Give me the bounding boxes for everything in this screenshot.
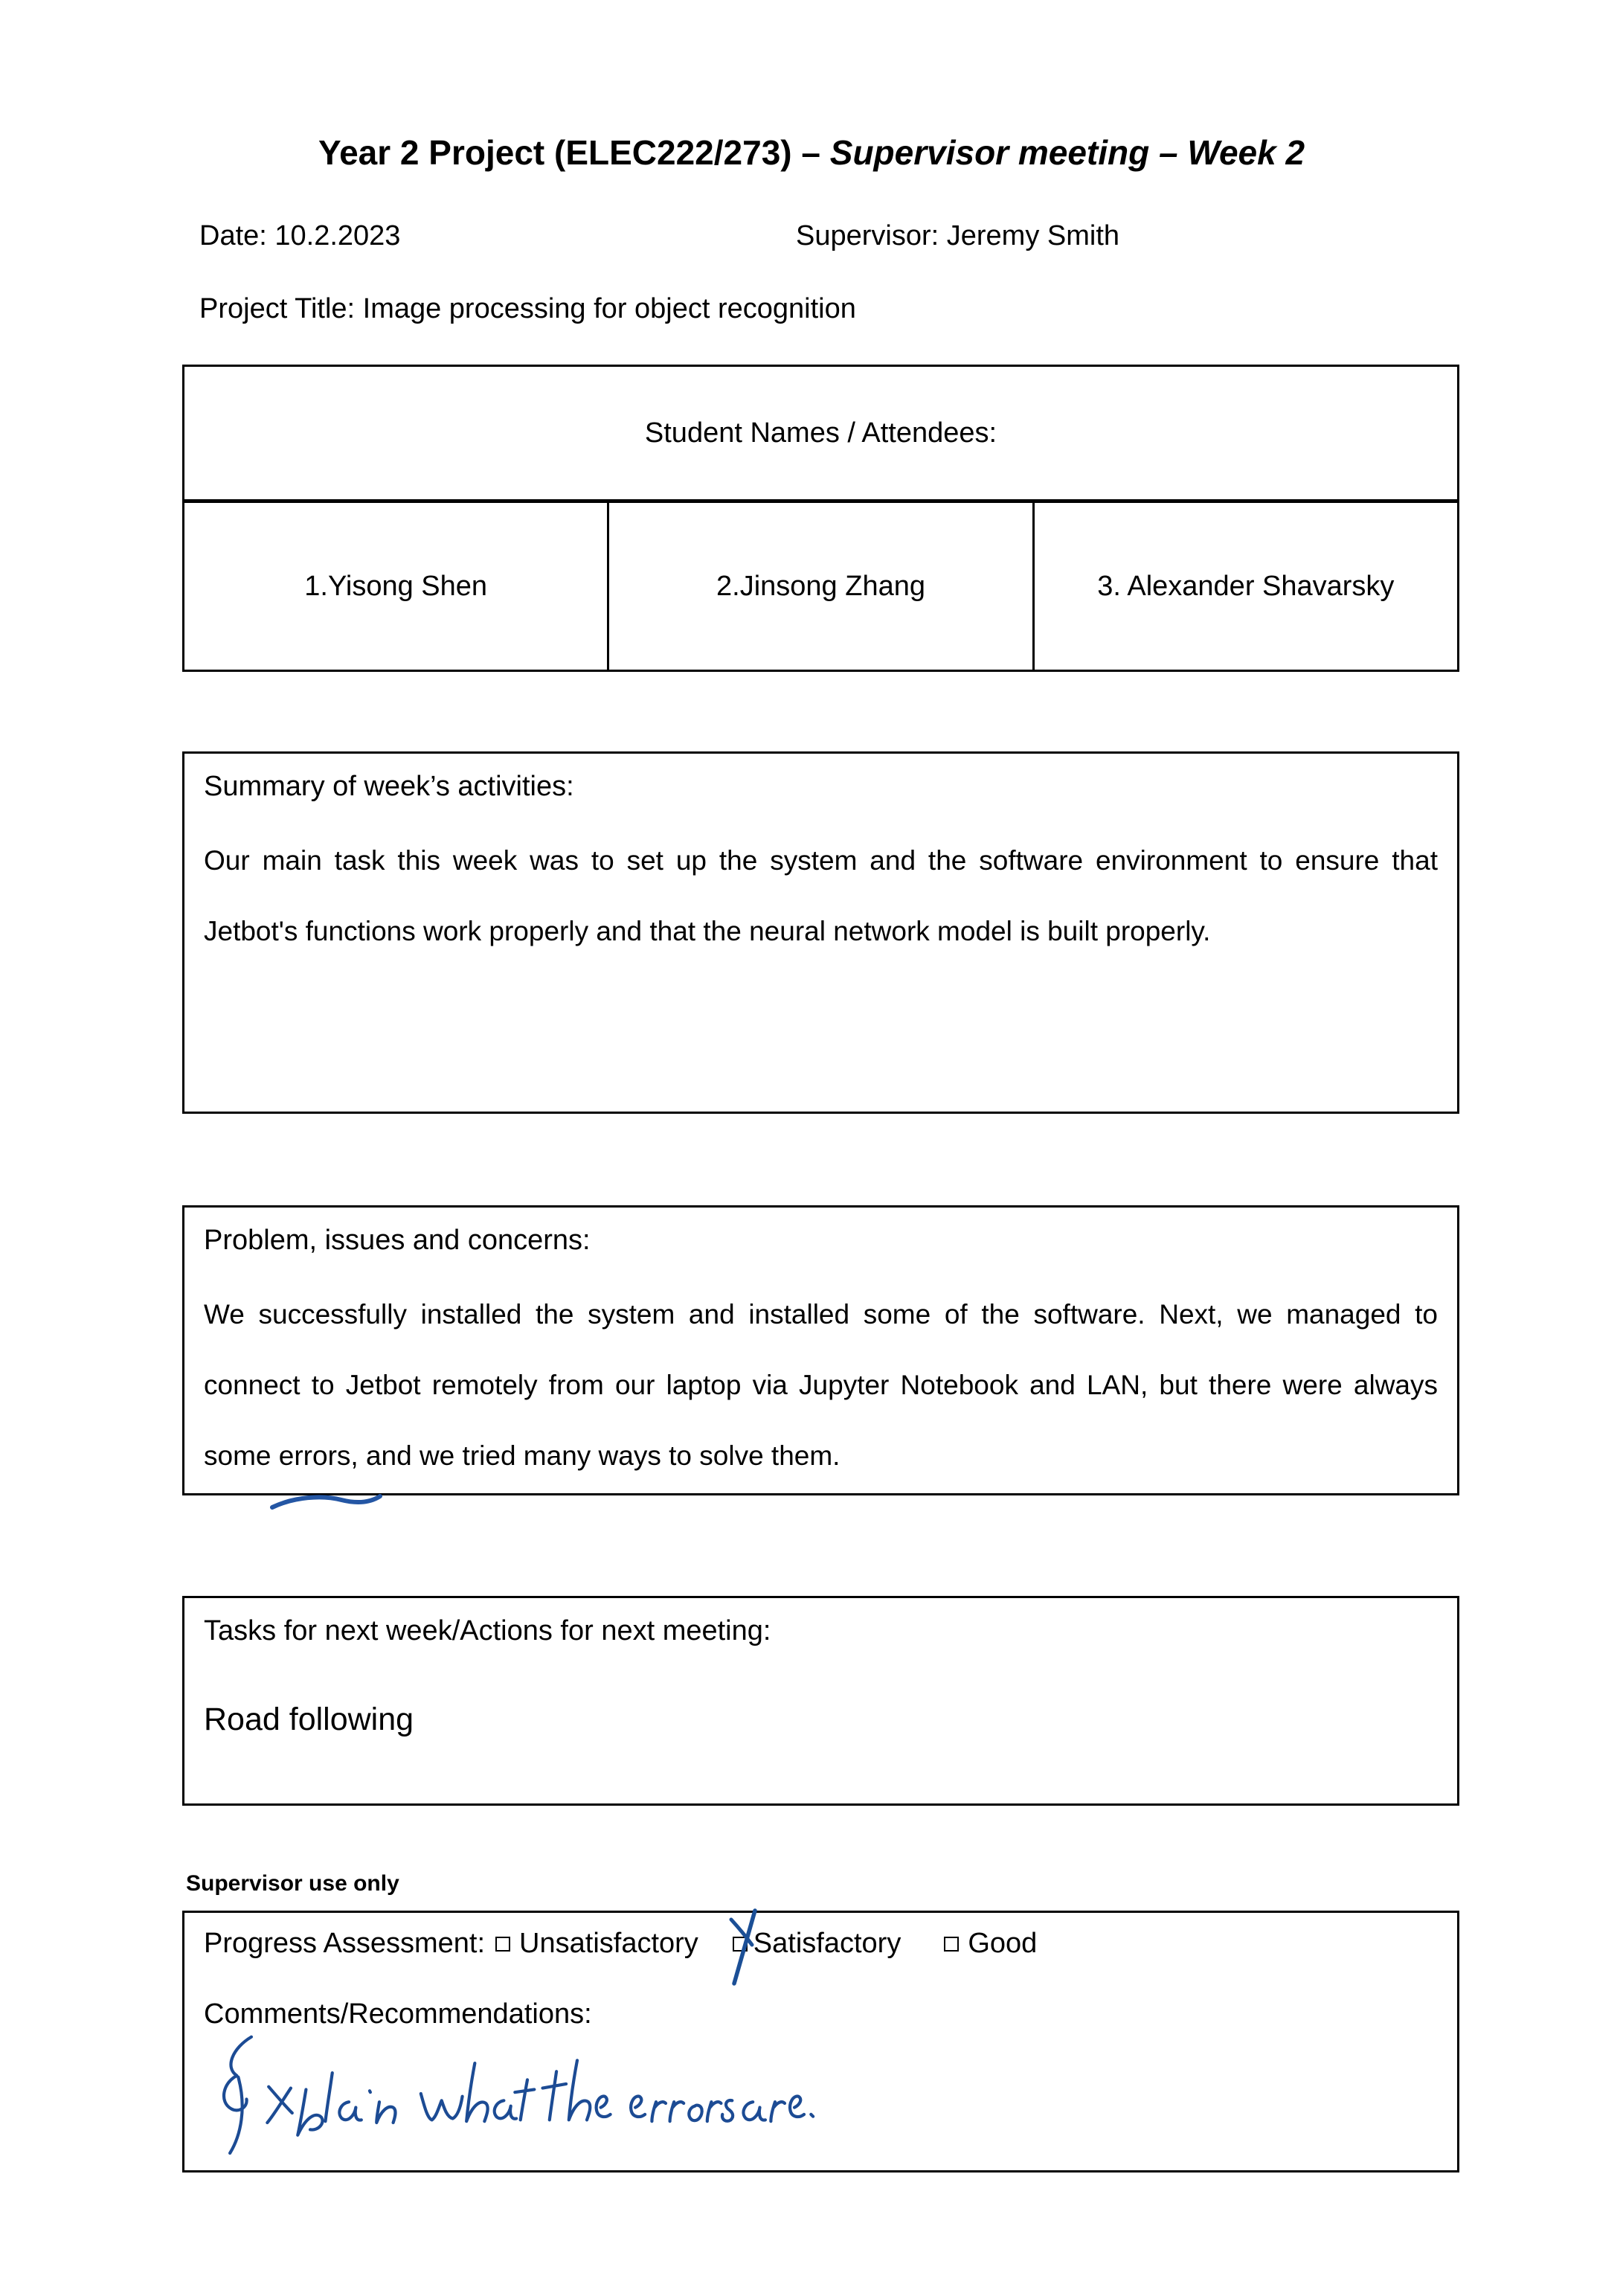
attendee-cell-1: 1.Yisong Shen (304, 570, 488, 602)
project-title-field: Project Title: Image processing for object recognition (199, 293, 856, 324)
checkbox-satisfactory-wrap[interactable] (733, 1928, 748, 1960)
attendees-table-header: Student Names / Attendees: (184, 367, 1457, 503)
supervisor-use-only-caption: Supervisor use only (186, 1871, 399, 1896)
attendee-cell-3: 3. Alexander Shavarsky (1032, 503, 1457, 670)
problems-body-start: We successfully installed the system and installed some of the software. Next, we managed to connect to Jetbot remotely from our laptop via Jupyter Notebook and LAN, but there were always some (204, 1299, 1438, 1471)
underlined-word (279, 1420, 351, 1491)
problems-body-end: , and we tried many ways to solve them. (350, 1440, 841, 1471)
summary-box (182, 751, 1459, 1114)
problems-box (182, 1205, 1459, 1495)
tasks-body: Road following (204, 1702, 414, 1737)
ink-tick-mark (724, 1908, 764, 1988)
checkbox-good[interactable] (944, 1937, 959, 1952)
progress-assessment-label: Progress Assessment: (204, 1928, 486, 1959)
problems-body (204, 1279, 1438, 1491)
page-title-plain: Year 2 Project (ELEC222/273) – (318, 133, 830, 172)
comments-label: Comments/Recommendations: (204, 1998, 592, 2030)
option-label-satisfactory: Satisfactory (753, 1928, 902, 1959)
handwritten-comment-ink (213, 2024, 823, 2163)
page-title (0, 132, 1623, 173)
date-field: Date: 10.2.2023 (199, 220, 401, 251)
progress-assessment-line (204, 1928, 1438, 1960)
tasks-label: Tasks for next week/Actions for next meeting: (204, 1615, 771, 1646)
tasks-box (182, 1596, 1459, 1806)
summary-label: Summary of week’s activities: (204, 771, 574, 802)
supervisor-box (182, 1911, 1459, 2172)
option-label-unsatisfactory: Unsatisfactory (519, 1928, 698, 1959)
attendee-cell-2: 2.Jinsong Zhang (607, 503, 1032, 670)
checkbox-unsatisfactory[interactable] (495, 1937, 510, 1952)
attendees-table (182, 365, 1459, 672)
summary-body: Our main task this week was to set up the system and the software environment to ensure that Jetbot's functions work properly and that the neural network model is built properly. (204, 845, 1438, 946)
option-label-good: Good (968, 1928, 1038, 1959)
supervisor-field: Supervisor: Jeremy Smith (796, 220, 1120, 251)
page-title-italic: Supervisor meeting – Week 2 (829, 133, 1305, 172)
attendees-table-row (184, 503, 1457, 670)
problems-label: Problem, issues and concerns: (204, 1225, 591, 1256)
ink-underline-swoosh (269, 1491, 385, 1513)
underlined-word-text: errors (278, 1440, 351, 1471)
